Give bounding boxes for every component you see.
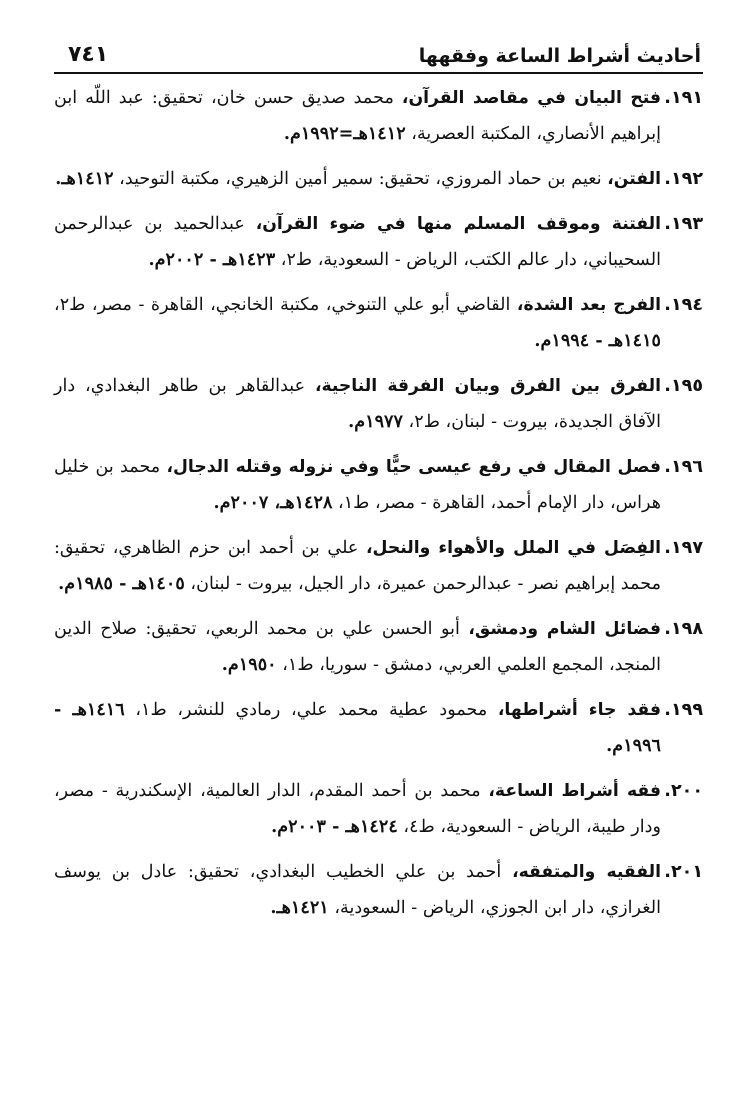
entry-details: أحمد بن علي الخطيب البغدادي، تحقيق: عادل بن يوسف الغرازي، دار ابن الجوزي، الرياض - السعودية، [54, 862, 661, 918]
entry-details: عبدالقاهر بن طاهر البغدادي، دار الآفاق الجديدة، بيروت - لبنان، ط٢، [54, 376, 661, 432]
page-number: ٧٤١ [68, 42, 109, 67]
entry-number: ١٩٣. [664, 214, 703, 234]
entry-date: ١٤١٢هـ=١٩٩٢م. [283, 123, 406, 144]
entry-number: ٢٠٠. [664, 781, 703, 801]
entry-date: ١٤٢٨هـ، ٢٠٠٧م. [213, 492, 333, 513]
entry-title: فقد جاء أشراطها، [497, 700, 661, 720]
entry-date: ١٩٥٠م. [221, 654, 277, 675]
entry-details: عبدالحميد بن عبدالرحمن السحيباني، دار عالم الكتب، الرياض - السعودية، ط٢، [54, 214, 661, 270]
entry-details: القاضي أبو علي التنوخي، مكتبة الخانجي، القاهرة - مصر، ط٢، [54, 295, 517, 315]
entry-details: محمد صديق حسن خان، تحقيق: عبد اللّه ابن إبراهيم الأنصاري، المكتبة العصرية، [54, 88, 661, 144]
entry-title: الفِصَل في الملل والأهواء والنحل، [366, 538, 662, 558]
running-title: أحاديث أشراط الساعة وفقهها [418, 45, 701, 67]
entry-date: ١٤٠٥هـ - ١٩٨٥م. [58, 573, 185, 594]
bibliography-entry [54, 449, 703, 521]
entry-number: ١٩٦. [664, 457, 703, 477]
entry-date: ١٩٧٧م. [348, 411, 403, 432]
page-header [54, 28, 703, 74]
bibliography-entry [54, 854, 703, 926]
entry-title: فقه أشراط الساعة، [488, 781, 661, 801]
entry-number: ١٩١. [664, 88, 703, 108]
entry-details: محمد بن خليل هراس، دار الإمام أحمد، القاهرة - مصر، ط١، [54, 457, 661, 513]
entry-date: ١٤٢٣هـ - ٢٠٠٢م. [148, 249, 276, 270]
bibliography-entry [54, 611, 703, 683]
entry-title: الفتنة وموقف المسلم منها في ضوء القرآن، [255, 214, 661, 234]
entry-number: ١٩٨. [664, 619, 703, 639]
entry-details: محمد بن أحمد المقدم، الدار العالمية، الإسكندرية - مصر، ودار طيبة، الرياض - السعودية، ط٤، [54, 781, 661, 837]
entry-date: ١٤١٢هـ. [55, 168, 114, 189]
entry-details: نعيم بن حماد المروزي، تحقيق: سمير أمين الزهيري، مكتبة التوحيد، [113, 169, 608, 189]
bibliography-entry [54, 530, 703, 602]
entry-number: ١٩٧. [664, 538, 703, 558]
entry-number: ١٩٤. [664, 295, 703, 315]
entry-title: فضائل الشام ودمشق، [468, 619, 661, 639]
entry-title: الفرج بعد الشدة، [516, 295, 661, 315]
entry-title: فصل المقال في رفع عيسى حيًّا وفي نزوله وقتله الدجال، [166, 457, 662, 477]
entry-number: ١٩٩. [664, 700, 703, 720]
entry-details: محمود عطية محمد علي، رمادي للنشر، ط١، [124, 700, 498, 720]
entry-details: علي بن أحمد ابن حزم الظاهري، تحقيق: محمد إبراهيم نصر - عبدالرحمن عميرة، دار الجيل، بيروت - لبنان، [54, 538, 661, 594]
entry-date: ١٤٢١هـ. [270, 897, 329, 918]
entry-date: ١٤٢٤هـ - ٢٠٠٣م. [271, 816, 398, 837]
bibliography-entry [54, 773, 703, 845]
entry-date: ١٤١٥هـ - ١٩٩٤م. [534, 330, 661, 351]
entry-title: فتح البيان في مقاصد القرآن، [401, 88, 661, 108]
entry-title: الفتن، [607, 169, 661, 189]
entry-date: ١٤١٦هـ - ١٩٩٦م. [54, 699, 661, 756]
bibliography-list [54, 80, 703, 926]
bibliography-entry [54, 80, 703, 152]
bibliography-entry [54, 692, 703, 764]
entry-details: أبو الحسن علي بن محمد الربعي، تحقيق: صلاح الدين المنجد، المجمع العلمي العربي، دمشق - سوريا، ط١، [54, 619, 661, 675]
entry-number: ١٩٥. [664, 376, 703, 396]
bibliography-entry [54, 368, 703, 440]
bibliography-entry [54, 287, 703, 359]
entry-number: ٢٠١. [664, 862, 703, 882]
bibliography-entry [54, 161, 703, 197]
entry-number: ١٩٢. [664, 169, 703, 189]
bibliography-entry [54, 206, 703, 278]
entry-title: الفقيه والمتفقه، [512, 862, 661, 882]
entry-title: الفرق بين الفرق وبيان الفرقة الناجية، [314, 376, 661, 396]
